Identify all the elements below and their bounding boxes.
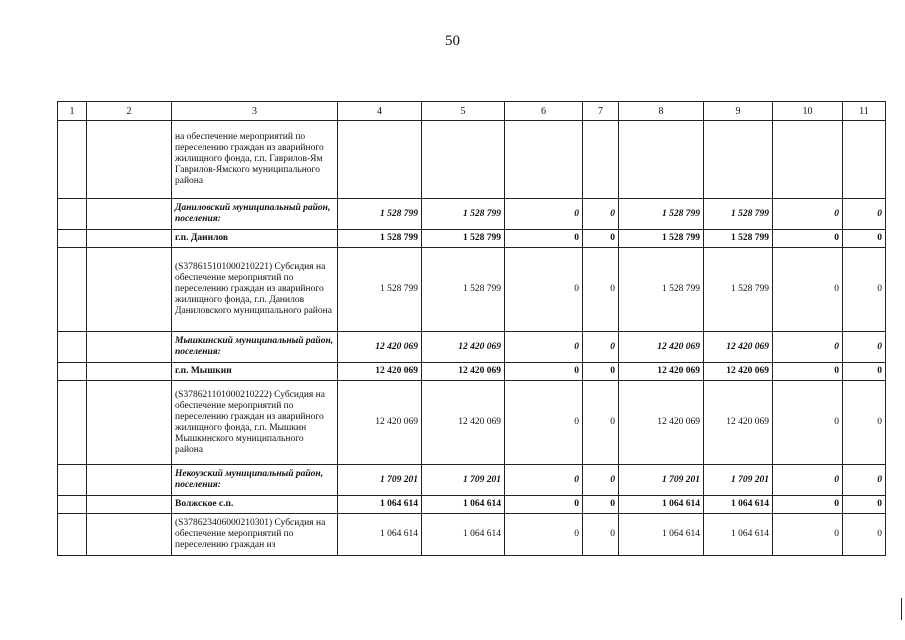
value-cell: 1 064 614 bbox=[422, 514, 505, 556]
value-cell bbox=[843, 121, 886, 199]
value-cell: 12 420 069 bbox=[422, 363, 505, 381]
column-header: 10 bbox=[773, 102, 843, 121]
value-cell bbox=[422, 121, 505, 199]
column-header: 4 bbox=[338, 102, 422, 121]
table-row bbox=[58, 381, 886, 465]
column-header: 6 bbox=[505, 102, 583, 121]
row-name-cell: (S378615101000210221) Субсидия на обеспечение мероприятий по переселению граждан из аварийного жилищного фонда, г.п. Данилов Даниловского муниципального района bbox=[172, 248, 338, 332]
empty-cell bbox=[58, 332, 87, 363]
value-cell: 0 bbox=[583, 381, 619, 465]
empty-cell bbox=[58, 363, 87, 381]
empty-cell bbox=[87, 230, 172, 248]
value-cell: 0 bbox=[773, 496, 843, 514]
value-cell bbox=[338, 121, 422, 199]
value-cell: 0 bbox=[583, 363, 619, 381]
empty-cell bbox=[87, 248, 172, 332]
table-row bbox=[58, 332, 886, 363]
value-cell: 1 528 799 bbox=[338, 230, 422, 248]
value-cell: 0 bbox=[505, 363, 583, 381]
budget-table bbox=[57, 101, 886, 556]
table-row bbox=[58, 230, 886, 248]
row-name-cell: на обеспечение мероприятий по переселению граждан из аварийного жилищного фонда, г.п. Гаврилов-Ям Гаврилов-Ямского муниципального района bbox=[172, 121, 338, 199]
value-cell: 1 528 799 bbox=[338, 248, 422, 332]
empty-cell bbox=[87, 121, 172, 199]
empty-cell bbox=[87, 199, 172, 230]
value-cell: 0 bbox=[843, 465, 886, 496]
value-cell: 0 bbox=[505, 248, 583, 332]
row-name-cell: Волжское с.п. bbox=[172, 496, 338, 514]
value-cell: 0 bbox=[843, 230, 886, 248]
value-cell: 1 528 799 bbox=[704, 199, 773, 230]
value-cell bbox=[583, 121, 619, 199]
value-cell: 0 bbox=[505, 332, 583, 363]
empty-cell bbox=[58, 199, 87, 230]
row-name-cell: (S378621101000210222) Субсидия на обеспечение мероприятий по переселению граждан из аварийного жилищного фонда, г.п. Мышкин Мышкинского муниципального района bbox=[172, 381, 338, 465]
table-row bbox=[58, 248, 886, 332]
value-cell: 12 420 069 bbox=[338, 363, 422, 381]
value-cell: 1 064 614 bbox=[619, 496, 704, 514]
value-cell bbox=[505, 121, 583, 199]
row-name-cell: г.п. Мышкин bbox=[172, 363, 338, 381]
table-row bbox=[58, 514, 886, 556]
value-cell: 1 528 799 bbox=[704, 230, 773, 248]
value-cell: 12 420 069 bbox=[704, 363, 773, 381]
value-cell: 1 064 614 bbox=[704, 514, 773, 556]
value-cell: 1 528 799 bbox=[619, 230, 704, 248]
value-cell: 0 bbox=[505, 230, 583, 248]
column-header: 5 bbox=[422, 102, 505, 121]
value-cell: 0 bbox=[843, 496, 886, 514]
value-cell: 0 bbox=[505, 514, 583, 556]
empty-cell bbox=[58, 381, 87, 465]
empty-cell bbox=[87, 496, 172, 514]
row-name-cell: г.п. Данилов bbox=[172, 230, 338, 248]
value-cell: 0 bbox=[843, 514, 886, 556]
value-cell: 0 bbox=[843, 381, 886, 465]
value-cell: 0 bbox=[773, 332, 843, 363]
value-cell: 12 420 069 bbox=[704, 332, 773, 363]
value-cell: 0 bbox=[583, 230, 619, 248]
empty-cell bbox=[58, 121, 87, 199]
column-header: 2 bbox=[87, 102, 172, 121]
empty-cell bbox=[58, 465, 87, 496]
value-cell: 0 bbox=[583, 248, 619, 332]
page-number: 50 bbox=[445, 33, 460, 49]
value-cell: 0 bbox=[773, 381, 843, 465]
column-header: 9 bbox=[704, 102, 773, 121]
value-cell: 12 420 069 bbox=[422, 381, 505, 465]
value-cell: 1 528 799 bbox=[338, 199, 422, 230]
empty-cell bbox=[58, 514, 87, 556]
value-cell: 0 bbox=[583, 465, 619, 496]
value-cell: 1 064 614 bbox=[422, 496, 505, 514]
value-cell: 0 bbox=[583, 199, 619, 230]
value-cell: 12 420 069 bbox=[619, 332, 704, 363]
table-row bbox=[58, 199, 886, 230]
table-row bbox=[58, 363, 886, 381]
table-row bbox=[58, 465, 886, 496]
value-cell: 0 bbox=[583, 514, 619, 556]
value-cell: 0 bbox=[773, 465, 843, 496]
value-cell: 0 bbox=[505, 381, 583, 465]
value-cell: 12 420 069 bbox=[338, 332, 422, 363]
value-cell: 0 bbox=[583, 496, 619, 514]
value-cell bbox=[773, 121, 843, 199]
value-cell: 0 bbox=[843, 248, 886, 332]
value-cell bbox=[704, 121, 773, 199]
value-cell bbox=[619, 121, 704, 199]
value-cell: 12 420 069 bbox=[338, 381, 422, 465]
row-name-cell: (S378623406000210301) Субсидия на обеспечение мероприятий по переселению граждан из bbox=[172, 514, 338, 556]
value-cell: 12 420 069 bbox=[619, 381, 704, 465]
value-cell: 0 bbox=[843, 199, 886, 230]
empty-cell bbox=[58, 248, 87, 332]
value-cell: 0 bbox=[773, 199, 843, 230]
value-cell: 0 bbox=[843, 363, 886, 381]
value-cell: 12 420 069 bbox=[704, 381, 773, 465]
value-cell: 0 bbox=[773, 514, 843, 556]
value-cell: 1 064 614 bbox=[338, 514, 422, 556]
value-cell: 1 528 799 bbox=[422, 230, 505, 248]
value-cell: 0 bbox=[505, 465, 583, 496]
value-cell: 1 528 799 bbox=[619, 199, 704, 230]
value-cell: 1 528 799 bbox=[704, 248, 773, 332]
value-cell: 0 bbox=[843, 332, 886, 363]
value-cell: 1 528 799 bbox=[619, 248, 704, 332]
column-header: 1 bbox=[58, 102, 87, 121]
table-row bbox=[58, 496, 886, 514]
value-cell: 1 709 201 bbox=[422, 465, 505, 496]
value-cell: 0 bbox=[773, 363, 843, 381]
value-cell: 0 bbox=[773, 248, 843, 332]
row-name-cell: Мышкинский муниципальный район, поселения: bbox=[172, 332, 338, 363]
column-header: 7 bbox=[583, 102, 619, 121]
value-cell: 1 064 614 bbox=[619, 514, 704, 556]
table-row bbox=[58, 121, 886, 199]
header-row bbox=[58, 102, 886, 121]
value-cell: 1 528 799 bbox=[422, 199, 505, 230]
value-cell: 0 bbox=[773, 230, 843, 248]
value-cell: 1 709 201 bbox=[619, 465, 704, 496]
value-cell: 0 bbox=[583, 332, 619, 363]
empty-cell bbox=[87, 514, 172, 556]
margin-mark bbox=[901, 598, 902, 620]
row-name-cell: Некоузский муниципальный район, поселения: bbox=[172, 465, 338, 496]
column-header: 8 bbox=[619, 102, 704, 121]
empty-cell bbox=[87, 465, 172, 496]
value-cell: 0 bbox=[505, 199, 583, 230]
empty-cell bbox=[87, 332, 172, 363]
value-cell: 12 420 069 bbox=[619, 363, 704, 381]
empty-cell bbox=[87, 381, 172, 465]
value-cell: 1 064 614 bbox=[338, 496, 422, 514]
value-cell: 12 420 069 bbox=[422, 332, 505, 363]
value-cell: 1 064 614 bbox=[704, 496, 773, 514]
column-header: 11 bbox=[843, 102, 886, 121]
column-header: 3 bbox=[172, 102, 338, 121]
row-name-cell: Даниловский муниципальный район, поселения: bbox=[172, 199, 338, 230]
value-cell: 0 bbox=[505, 496, 583, 514]
empty-cell bbox=[58, 230, 87, 248]
value-cell: 1 709 201 bbox=[704, 465, 773, 496]
empty-cell bbox=[58, 496, 87, 514]
value-cell: 1 528 799 bbox=[422, 248, 505, 332]
empty-cell bbox=[87, 363, 172, 381]
value-cell: 1 709 201 bbox=[338, 465, 422, 496]
